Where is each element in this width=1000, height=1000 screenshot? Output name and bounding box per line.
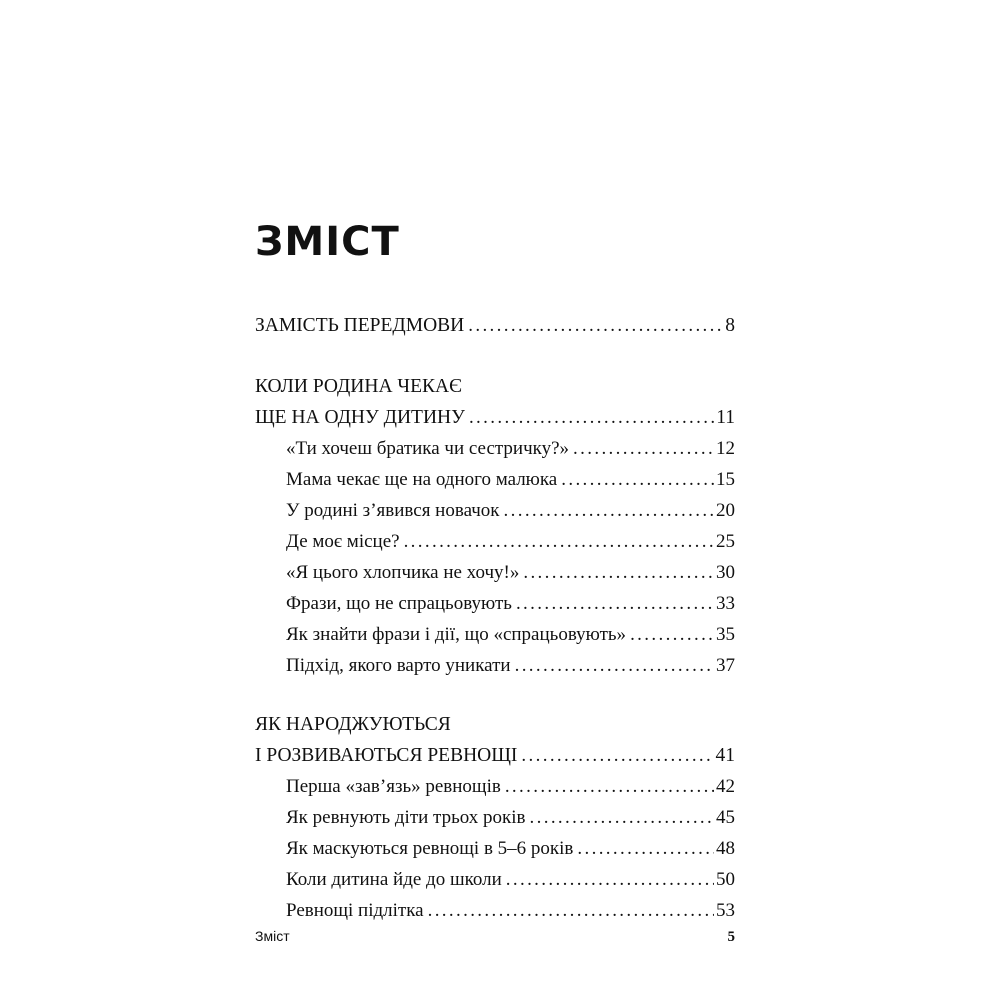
toc-section-title: І РОЗВИВАЮТЬСЯ РЕВНОЩІ [255,745,518,766]
toc-subentry [255,495,735,526]
toc-subentry [255,895,735,926]
dot-leader [515,650,714,681]
dot-leader [516,588,714,619]
toc-page-number: 37 [716,655,735,676]
toc-section-entry [255,402,735,433]
toc-page-number: 41 [715,745,735,766]
toc-page-number: 53 [716,900,735,921]
toc-subentry [255,557,735,588]
toc-page-number: 42 [716,776,735,797]
toc-page-number: 15 [716,469,735,490]
page-title: ЗМІСТ [255,219,400,265]
toc-entry-label: Мама чекає ще на одного малюка [286,469,558,490]
toc-entry-label: «Ти хочеш братика чи сестричку?» [286,438,570,459]
toc-entry-label: Підхід, якого варто уникати [286,655,511,676]
table-of-contents [255,310,735,926]
toc-section-title: ЗАМІСТЬ ПЕРЕДМОВИ [255,315,465,336]
dot-leader [573,433,714,464]
toc-subentry [255,864,735,895]
toc-page-number: 25 [716,531,735,552]
toc-entry-label: Фрази, що не спрацьовують [286,593,512,614]
section-gap [255,681,735,709]
toc-subentry [255,802,735,833]
dot-leader [428,895,714,926]
toc-page-number: 35 [716,624,735,645]
toc-section-title: ЩЕ НА ОДНУ ДИТИНУ [255,407,465,428]
toc-entry-label: Як ревнують діти трьох років [286,807,526,828]
dot-leader [561,464,714,495]
dot-leader [468,310,723,341]
dot-leader [630,619,714,650]
toc-entry-label: Де моє місце? [286,531,400,552]
toc-entry-label: Ревнощі підлітка [286,900,424,921]
toc-page-number: 50 [716,869,735,890]
running-title: Зміст [255,928,290,944]
toc-subentry [255,619,735,650]
toc-entry-label: У родині з’явився новачок [286,500,500,521]
toc-entry-label: Перша «зав’язь» ревнощів [286,776,501,797]
toc-entry-label: Як маскуються ревнощі в 5–6 років [286,838,574,859]
toc-subentry [255,771,735,802]
toc-section-title-line [255,371,735,402]
toc-page-number: 11 [716,407,735,428]
dot-leader [404,526,714,557]
toc-subentry [255,650,735,681]
dot-leader [577,833,714,864]
toc-section-title-line [255,709,735,740]
toc-page-number: 8 [725,315,735,336]
page-number: 5 [727,929,735,945]
toc-entry-label: Як знайти фрази і дії, що «спрацьовують» [286,624,627,645]
toc-section-title: ЯК НАРОДЖУЮТЬСЯ [255,714,451,735]
toc-page-number: 20 [716,500,735,521]
dot-leader [521,740,713,771]
toc-subentry [255,526,735,557]
toc-page-number: 12 [716,438,735,459]
toc-section-entry [255,740,735,771]
toc-page-number: 33 [716,593,735,614]
dot-leader [504,495,714,526]
dot-leader [523,557,714,588]
toc-page-number: 48 [716,838,735,859]
page-footer [255,928,735,950]
toc-subentry [255,433,735,464]
dot-leader [505,771,714,802]
toc-entry-label: Коли дитина йде до школи [286,869,502,890]
toc-page-number: 45 [716,807,735,828]
dot-leader [530,802,714,833]
toc-subentry [255,833,735,864]
dot-leader [469,402,714,433]
toc-section-entry [255,310,735,341]
toc-subentry [255,464,735,495]
toc-section-title: КОЛИ РОДИНА ЧЕКАЄ [255,376,462,397]
toc-page-number: 30 [716,562,735,583]
toc-subentry [255,588,735,619]
dot-leader [506,864,714,895]
section-gap [255,341,735,371]
toc-entry-label: «Я цього хлопчика не хочу!» [286,562,520,583]
